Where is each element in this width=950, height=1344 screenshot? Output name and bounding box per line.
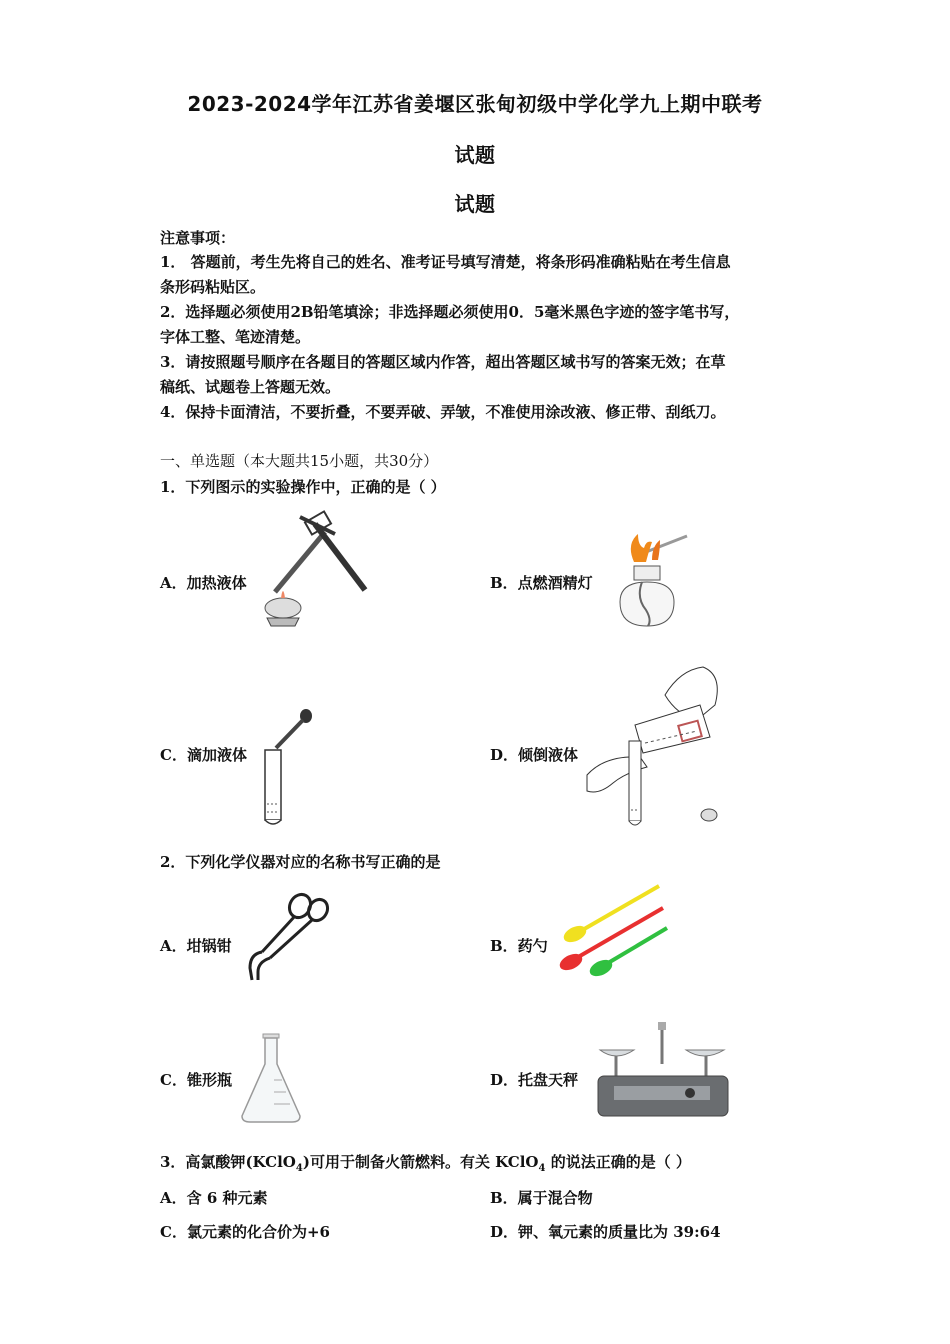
- q1-option-a: A．加热液体: [160, 574, 247, 592]
- page-title-line1: 2023-2024学年江苏省姜堰区张甸初级中学化学九上期中联考: [187, 92, 763, 116]
- q2-option-b: B．药勺: [490, 937, 548, 955]
- q2-option-c: C．锥形瓶: [160, 1071, 232, 1089]
- q3-option-a: A．含 6 种元素: [160, 1189, 268, 1207]
- dropper-testtube-image: [258, 708, 318, 830]
- notice-item: 稿纸、试题卷上答题无效。: [160, 378, 341, 396]
- question-2-stem: 2．下列化学仪器对应的名称书写正确的是: [160, 853, 441, 871]
- q3-option-b: B．属于混合物: [490, 1189, 593, 1207]
- q2-option-d: D．托盘天秤: [490, 1071, 579, 1089]
- notice-item: 4．保持卡面清洁，不要折叠，不要弄破、弄皱，不准使用涂改液、修正带、刮纸刀。: [160, 403, 726, 421]
- alcohol-lamp-image: [612, 530, 692, 632]
- section-heading: 一、单选题（本大题共15小题，共30分）: [160, 452, 439, 470]
- notice-item: 2．选择题必须使用2B铅笔填涂；非选择题必须使用0．5毫米黑色字迹的签字笔书写，: [160, 303, 740, 321]
- spatula-spoons-image: [557, 882, 667, 982]
- page-title-line2: 试题: [454, 143, 496, 167]
- conical-flask-image: [238, 1030, 304, 1126]
- q1-option-d: D．倾倒液体: [490, 746, 579, 764]
- notice-heading: 注意事项：: [160, 229, 236, 247]
- heating-liquid-image: [255, 512, 380, 630]
- notice-item: 1． 答题前，考生先将自己的姓名、准考证号填写清楚，将条形码准确粘贴在考生信息: [160, 253, 731, 271]
- question-1-stem: 1．下列图示的实验操作中，正确的是（ ）: [160, 478, 446, 496]
- q3-option-d: D．钾、氧元素的质量比为 39:64: [490, 1223, 721, 1241]
- notice-item: 字体工整、笔迹清楚。: [160, 328, 311, 346]
- page-subtitle: 试题: [454, 192, 496, 216]
- q2-option-a: A．坩锅钳: [160, 937, 232, 955]
- pouring-liquid-image: [585, 665, 730, 830]
- notice-item: 条形码粘贴区。: [160, 278, 266, 296]
- notice-item: 3．请按照题号顺序在各题目的答题区域内作答，超出答题区域书写的答案无效；在草: [160, 353, 726, 371]
- q1-option-b: B．点燃酒精灯: [490, 574, 593, 592]
- crucible-tongs-image: [240, 888, 332, 984]
- q3-option-c: C．氯元素的化合价为+6: [160, 1223, 330, 1241]
- q1-option-c: C．滴加液体: [160, 746, 247, 764]
- balance-scale-image: [594, 1020, 732, 1124]
- question-3-stem: 3．高氯酸钾(KClO$_4$)可用于制备火箭燃料。有关 KClO$_4$ 的说法正确的是（ ）: [160, 1153, 691, 1174]
